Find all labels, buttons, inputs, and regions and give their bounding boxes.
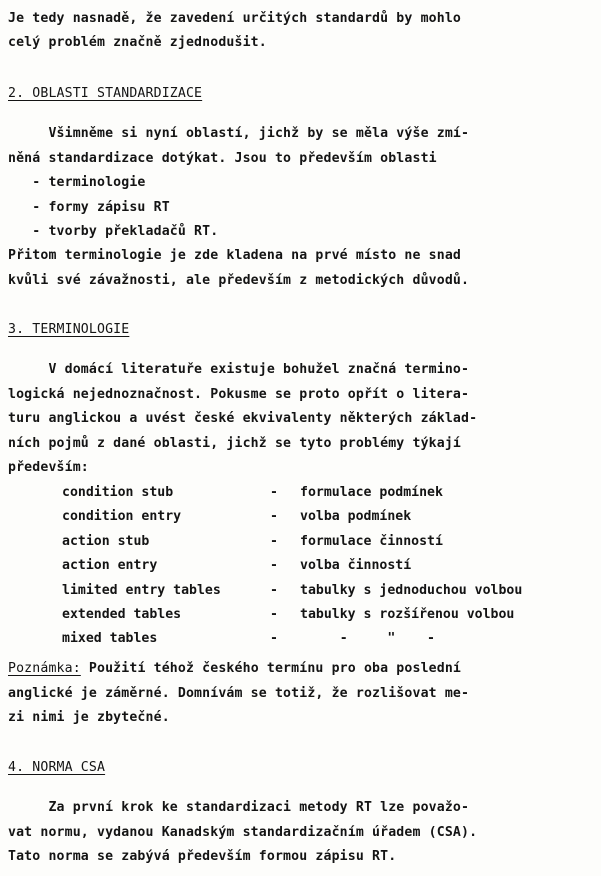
term-dash: -	[270, 509, 278, 524]
section-4-para-line-2: vat normu, vydanou Kanadským standardizačním úřadem (CSA).	[8, 825, 478, 840]
section-2-para-line-1: Všimněme si nyní oblastí, jichž by se měla výše zmí-	[8, 126, 470, 141]
term-dash: -	[270, 583, 278, 598]
note-line-2: anglické je záměrné. Domnívám se totiž, že rozlišovat me-	[8, 686, 470, 701]
term-cz: volba činností	[300, 558, 412, 573]
term-dash: -	[270, 558, 278, 573]
note-line-1	[8, 661, 461, 677]
term-en: extended tables	[62, 607, 182, 622]
section-3-para-line-2: logická nejednoznačnost. Pokusme se proto opřít o litera-	[8, 387, 470, 402]
term-en: action stub	[62, 534, 150, 549]
section-2-para-line-2: něná standardizace dotýkat. Jsou to především oblasti	[8, 151, 437, 166]
section-4-para-line-1: Za první krok ke standardizaci metody RT lze považo-	[8, 800, 470, 815]
note-line-3: zi nimi je zbytečné.	[8, 710, 170, 725]
term-cz: formulace činností	[300, 534, 443, 549]
section-3-para-line-3: turu anglickou a uvést české ekvivalenty některých základ-	[8, 411, 478, 426]
section-2-bullet-3: - tvorby překladačů RT.	[8, 224, 219, 239]
term-en: mixed tables	[62, 631, 158, 646]
section-2-bullet-2: - formy zápisu RT	[8, 200, 170, 215]
section-4-heading: 4. NORMA CSA	[8, 760, 106, 775]
term-en: condition entry	[62, 509, 182, 524]
section-3-para-line-4: ních pojmů z dané oblasti, jichž se tyto problémy týkají	[8, 436, 462, 451]
term-cz: tabulky s jednoduchou volbou	[300, 583, 523, 598]
term-cz: - " -	[300, 631, 435, 646]
term-dash: -	[270, 631, 278, 646]
note-label: Poznámka:	[8, 661, 81, 676]
term-dash: -	[270, 485, 278, 500]
section-2-bullet-1: - terminologie	[8, 175, 146, 190]
term-cz: tabulky s rozšířenou volbou	[300, 607, 515, 622]
term-en: limited entry tables	[62, 583, 221, 598]
term-dash: -	[270, 534, 278, 549]
intro-line-2: celý problém značně zjednodušit.	[8, 35, 267, 50]
section-2-tail-line-1: Přitom terminologie je zde kladena na prvé místo ne snad	[8, 248, 462, 263]
section-2-heading: 2. OBLASTI STANDARDIZACE	[8, 86, 203, 101]
section-4-para-line-3: Tato norma se zabývá především formou zápisu RT.	[8, 849, 397, 864]
term-cz: volba podmínek	[300, 509, 412, 524]
term-cz: formulace podmínek	[300, 485, 443, 500]
intro-line-1: Je tedy nasnadě, že zavedení určitých standardů by mohlo	[8, 11, 462, 26]
term-en: action entry	[62, 558, 158, 573]
section-3-para-line-1: V domácí literatuře existuje bohužel značná termino-	[8, 362, 470, 377]
section-3-heading: 3. TERMINOLOGIE	[8, 322, 130, 337]
section-3-para-line-5: především:	[8, 460, 89, 475]
term-en: condition stub	[62, 485, 174, 500]
section-2-tail-line-2: kvůli své závažnosti, ale především z metodických důvodů.	[8, 273, 470, 288]
term-dash: -	[270, 607, 278, 622]
note-text: Použití téhož českého termínu pro oba poslední	[80, 661, 462, 676]
